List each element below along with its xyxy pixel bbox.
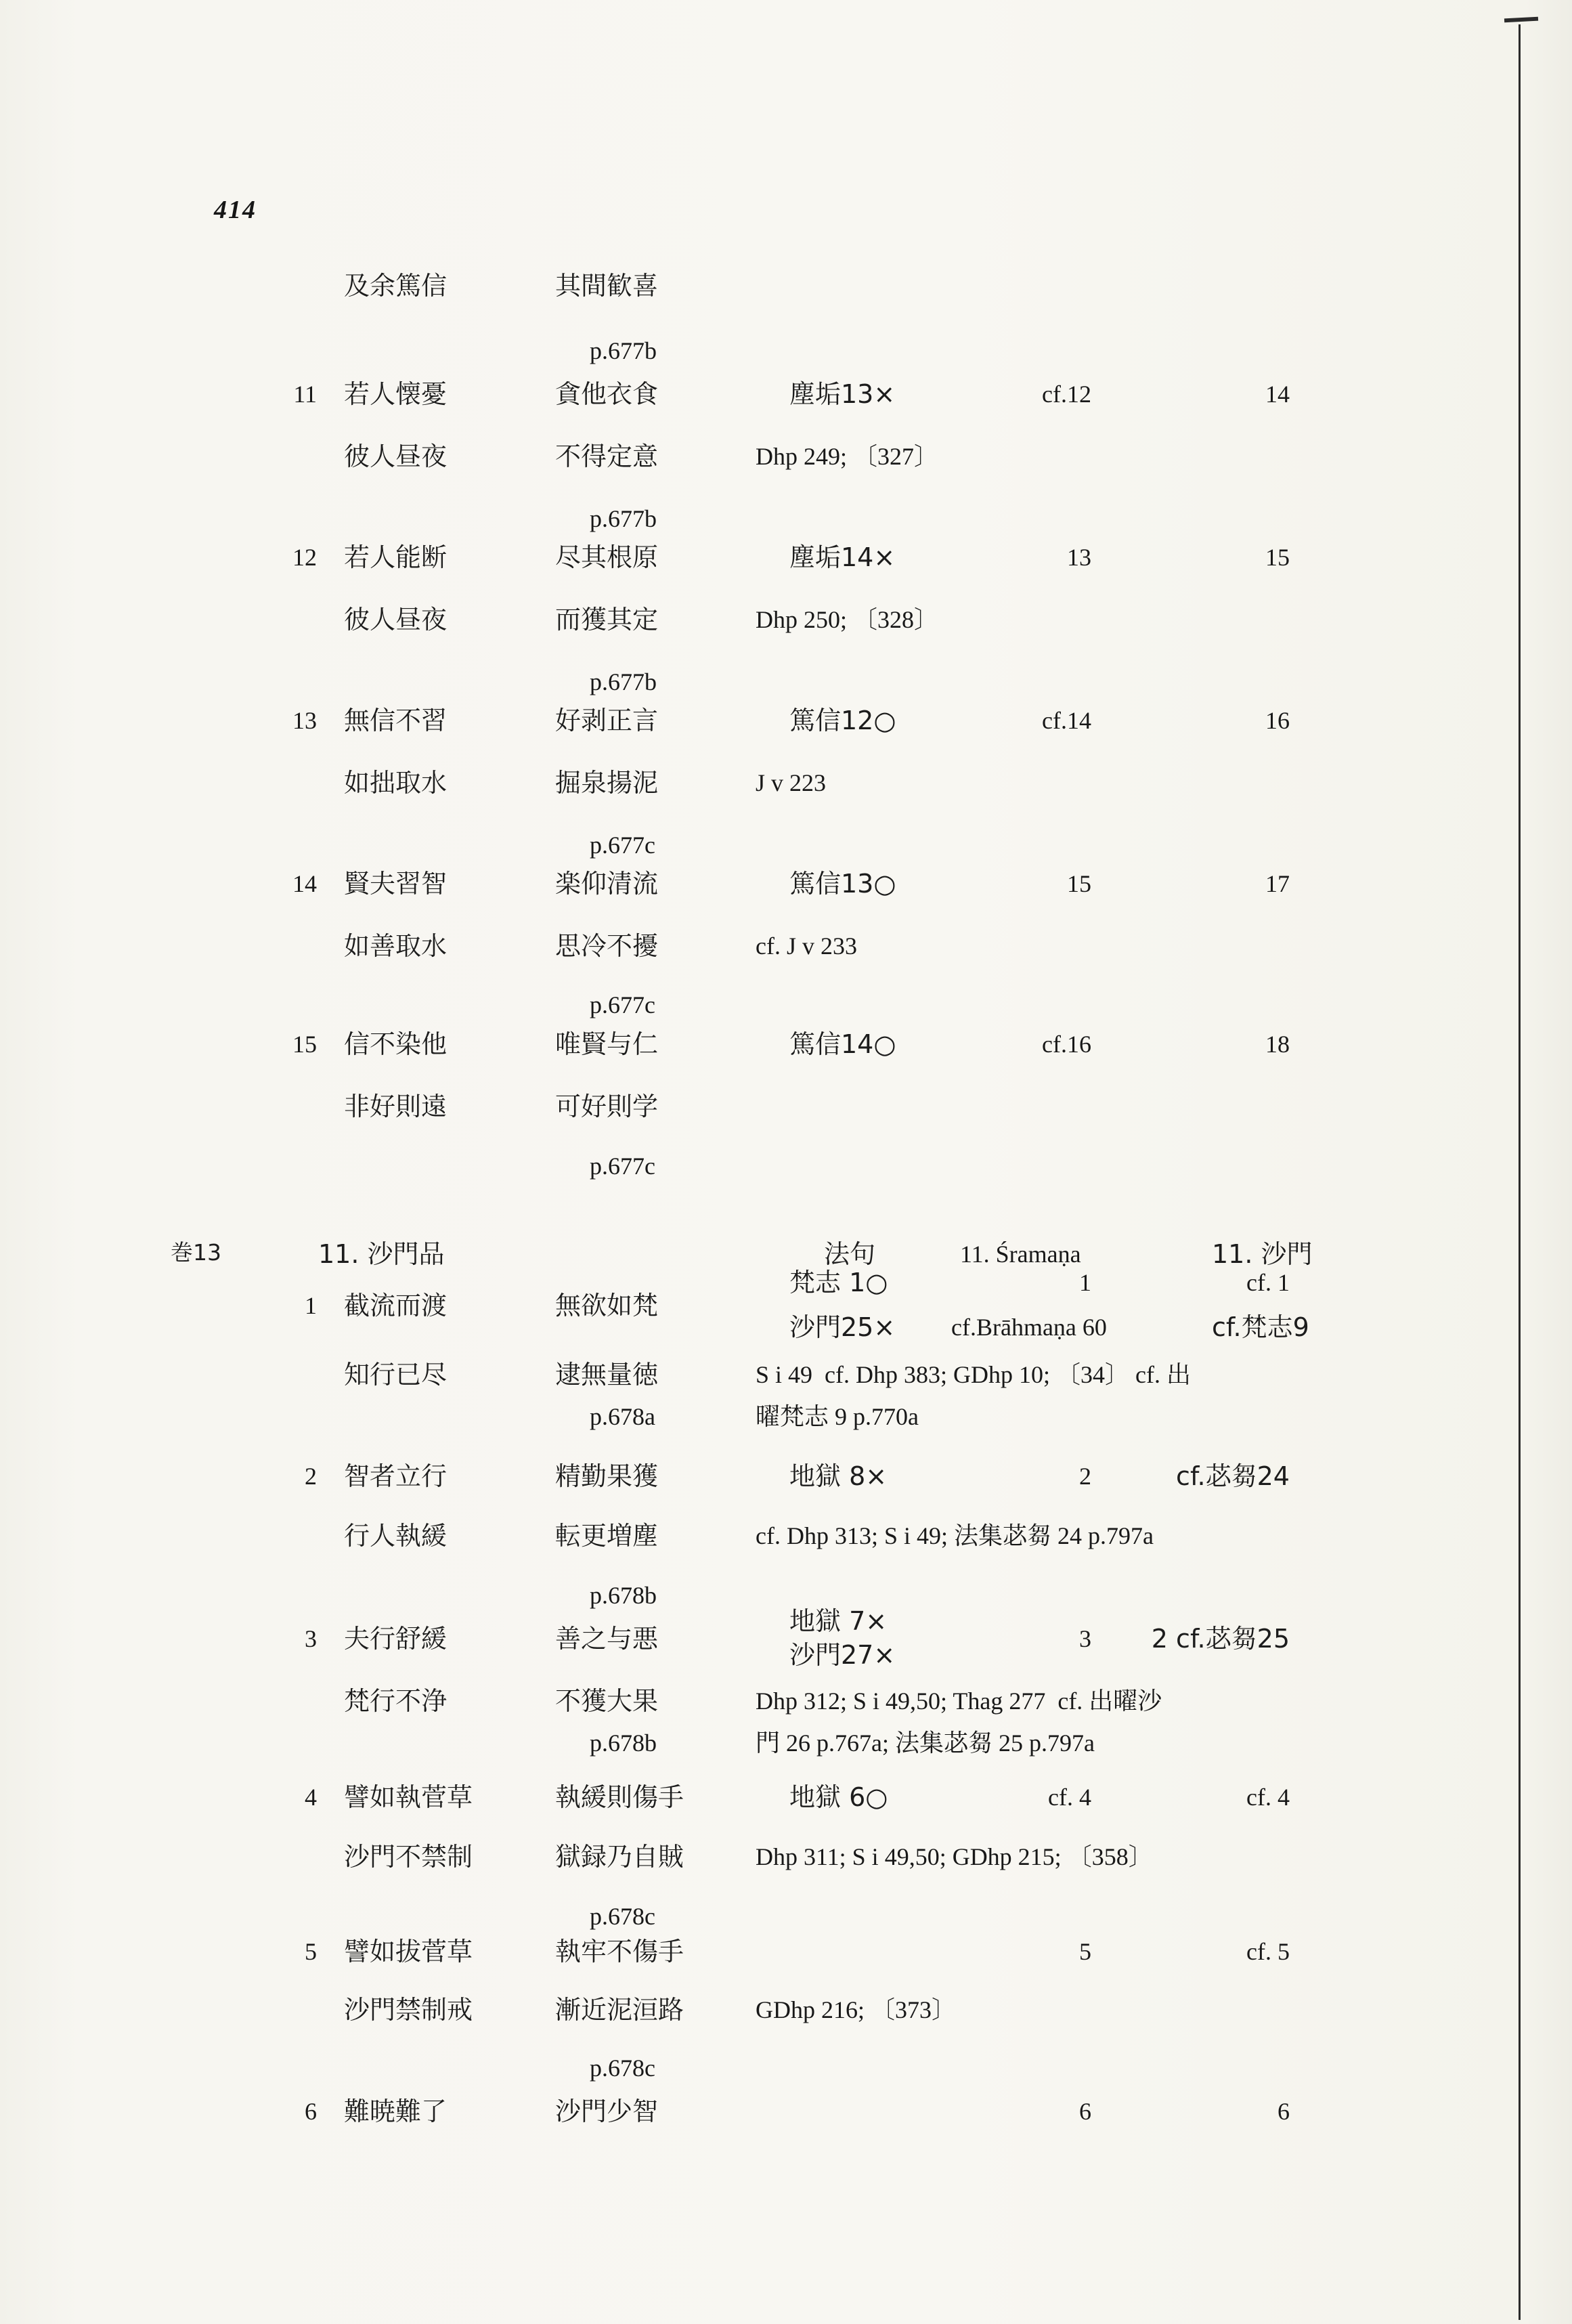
- cross-ref: 1: [1079, 1269, 1091, 1296]
- pali-ref: Dhp 311; S i 49,50; GDhp 215; 〔358〕: [756, 1843, 1153, 1870]
- verse-line: [0, 542, 1572, 578]
- ref-label: 地獄 7×: [789, 1606, 888, 1636]
- verse-text: 沙門少智: [555, 2096, 659, 2126]
- verse-text: 若人懐憂: [344, 379, 447, 409]
- verse-text: 漸近泥洹路: [555, 1995, 684, 2025]
- verse-text: 譬如執菅草: [344, 1782, 473, 1812]
- pali-ref: Dhp 312; S i 49,50; Thag 277 cf. 出曜沙: [756, 1687, 1162, 1715]
- verse-text: 可好則学: [555, 1092, 659, 1121]
- pali-ref: cf. Dhp 313; S i 49; 法集苾芻 24 p.797a: [756, 1522, 1154, 1549]
- verse-text: 知行已尽: [344, 1360, 447, 1390]
- verse-line: [0, 1521, 1572, 1556]
- verse-text: 楽仰清流: [555, 869, 659, 899]
- verse-text: 及余篤信: [344, 271, 447, 301]
- page-ref: p.678b: [590, 1582, 657, 1609]
- verse-text: 逮無量徳: [555, 1360, 659, 1390]
- verse-text: 信不染他: [344, 1029, 447, 1059]
- verse-line: [0, 1029, 1572, 1064]
- ref-label: 沙門25×: [789, 1312, 896, 1342]
- row-number: 4: [305, 1784, 317, 1811]
- verse-text: 掘泉揚泥: [555, 768, 659, 798]
- cross-ref: cf.梵志9: [1212, 1312, 1309, 1342]
- header-source: 法句: [824, 1239, 876, 1269]
- verse-line: [0, 1937, 1572, 1972]
- page-ref-line: [0, 830, 1572, 865]
- verse-text: 転更増塵: [555, 1521, 659, 1551]
- cross-ref: cf.Brāhmaṇa 60: [951, 1314, 1107, 1341]
- header-chapter: 11. 沙門: [1212, 1239, 1313, 1269]
- verse-text: 彼人昼夜: [344, 442, 447, 471]
- verse-text: 沙門不禁制: [344, 1842, 473, 1872]
- cross-ref: 6: [1278, 2098, 1290, 2125]
- page-ref-line: [0, 990, 1572, 1025]
- cross-ref: cf. 5: [1246, 1938, 1290, 1965]
- verse-line: [0, 1360, 1572, 1395]
- verse-text: 無信不習: [344, 706, 447, 735]
- verse-line: [0, 1995, 1572, 2030]
- row-number: 3: [305, 1625, 317, 1652]
- verse-text: 不獲大果: [555, 1686, 659, 1716]
- verse-text: 夫行舒緩: [344, 1624, 447, 1654]
- row-number: 5: [305, 1938, 317, 1965]
- verse-line: [0, 931, 1572, 966]
- ref-label: 塵垢14×: [789, 542, 896, 572]
- page-ref: p.678b: [590, 1729, 657, 1757]
- page-ref-line: [0, 1901, 1572, 1937]
- cross-ref: 13: [1067, 544, 1091, 571]
- verse-text: 沙門禁制戒: [344, 1995, 473, 2025]
- cross-ref: cf. 1: [1246, 1269, 1290, 1296]
- verse-text: 尽其根原: [555, 542, 659, 572]
- row-number: 6: [305, 2098, 317, 2125]
- verse-line: [0, 1461, 1572, 1497]
- verse-text: 賢夫習智: [344, 869, 447, 899]
- pali-ref: S i 49 cf. Dhp 383; GDhp 10; 〔34〕 cf. 出: [756, 1361, 1191, 1388]
- verse-text: 執緩則傷手: [555, 1782, 684, 1812]
- cross-ref: 5: [1079, 1938, 1091, 1965]
- verse-line: [0, 2096, 1572, 2132]
- verse-line: [0, 605, 1572, 640]
- verse-text: 唯賢与仁: [555, 1029, 659, 1059]
- cross-ref: 16: [1265, 707, 1290, 734]
- ref-label: 梵志 1○: [789, 1268, 888, 1297]
- ref-line: [0, 1312, 1572, 1348]
- ref-label: 塵垢13×: [789, 379, 896, 409]
- page-ref-line: [0, 1151, 1572, 1186]
- verse-text: 如善取水: [344, 931, 447, 961]
- cross-ref: 3: [1079, 1625, 1091, 1652]
- cross-ref: cf.16: [1042, 1031, 1091, 1058]
- pali-ref: Dhp 250; 〔328〕: [756, 606, 939, 633]
- ref-label: 地獄 6○: [789, 1782, 888, 1812]
- page-ref-line: [0, 667, 1572, 702]
- verse-text: 如拙取水: [344, 768, 447, 798]
- verse-text: 彼人昼夜: [344, 605, 447, 634]
- verse-text: 非好則遠: [344, 1092, 447, 1121]
- ref-line: [0, 1640, 1572, 1675]
- pali-ref: 門 26 p.767a; 法集苾芻 25 p.797a: [756, 1729, 1095, 1757]
- page-ref: p.677c: [590, 1153, 655, 1180]
- page-ref: p.678c: [590, 1903, 655, 1930]
- verse-line: [0, 1092, 1572, 1127]
- page-number: 414: [214, 196, 257, 224]
- page-ref-line: [0, 336, 1572, 371]
- verse-line: [0, 768, 1572, 803]
- cross-ref: 2: [1079, 1463, 1091, 1490]
- verse-text: 執牢不傷手: [555, 1937, 684, 1966]
- verse-text: 無欲如梵: [555, 1291, 659, 1320]
- page-ref: p.677b: [590, 337, 657, 364]
- page-ref-line: [0, 2053, 1572, 2088]
- section-title: 11. 沙門品: [318, 1239, 445, 1269]
- cross-ref: 17: [1265, 870, 1290, 897]
- ref-label: 地獄 8×: [789, 1461, 888, 1491]
- page-ref: p.677c: [590, 832, 655, 859]
- page-ref: p.678c: [590, 2054, 655, 2082]
- cross-ref: 6: [1079, 2098, 1091, 2125]
- page-ref: p.677c: [590, 991, 655, 1018]
- cross-ref: 14: [1265, 381, 1290, 408]
- cross-ref: cf.12: [1042, 381, 1091, 408]
- pali-ref: GDhp 216; 〔373〕: [756, 1996, 956, 2023]
- verse-text: 思冷不擾: [555, 931, 659, 961]
- page-ref-line: [0, 1728, 1572, 1763]
- cross-ref: cf. 4: [1048, 1784, 1091, 1811]
- row-number: 1: [305, 1292, 317, 1319]
- verse-text: 截流而渡: [344, 1291, 447, 1320]
- ref-label: 篤信14○: [789, 1029, 896, 1059]
- cross-ref: cf.苾芻24: [1176, 1461, 1290, 1491]
- pali-ref: Dhp 249; 〔327〕: [756, 443, 939, 470]
- verse-text: 而獲其定: [555, 605, 659, 634]
- verse-line: [0, 1842, 1572, 1877]
- verse-text: 貪他衣食: [555, 379, 659, 409]
- row-number: 11: [293, 381, 317, 408]
- cross-ref: 15: [1067, 870, 1091, 897]
- row-number: 13: [292, 707, 317, 734]
- verse-text: 不得定意: [555, 442, 659, 471]
- verse-line: [0, 1686, 1572, 1721]
- page-ref: p.677b: [590, 668, 657, 695]
- verse-text: 譬如拔菅草: [344, 1937, 473, 1966]
- verse-line: [0, 869, 1572, 904]
- verse-line: [0, 271, 1572, 306]
- row-number: 2: [305, 1463, 317, 1490]
- cross-ref: cf.14: [1042, 707, 1091, 734]
- ref-label: 篤信13○: [789, 869, 896, 899]
- row-number: 15: [292, 1031, 317, 1058]
- verse-line: [0, 706, 1572, 741]
- pali-ref: cf. J v 233: [756, 932, 857, 960]
- verse-text: 好剥正言: [555, 706, 659, 735]
- verse-text: 梵行不浄: [344, 1686, 447, 1716]
- page-ref: p.677b: [590, 505, 657, 532]
- section-volume: 巻13: [171, 1239, 221, 1266]
- row-number: 12: [292, 544, 317, 571]
- pali-ref: 曜梵志 9 p.770a: [756, 1403, 919, 1430]
- verse-text: 善之与悪: [555, 1624, 659, 1654]
- verse-text: 其間歓喜: [555, 271, 659, 301]
- ref-label: 篤信12○: [789, 706, 896, 735]
- verse-text: 難暁難了: [344, 2096, 447, 2126]
- cross-ref: 15: [1265, 544, 1290, 571]
- corner-mark: [1504, 17, 1538, 23]
- page-ref-line: [0, 1402, 1572, 1437]
- verse-text: 獄録乃自賊: [555, 1842, 684, 1872]
- verse-text: 若人能断: [344, 542, 447, 572]
- pali-ref: J v 223: [756, 769, 827, 796]
- cross-ref: 2 cf.苾芻25: [1151, 1624, 1290, 1654]
- verse-text: 智者立行: [344, 1461, 447, 1491]
- verse-line: [0, 442, 1572, 477]
- cross-ref: cf. 4: [1246, 1784, 1290, 1811]
- page-ref: p.678a: [590, 1403, 655, 1430]
- verse-line: [0, 1782, 1572, 1817]
- page-ref-line: [0, 504, 1572, 539]
- row-number: 14: [292, 870, 317, 897]
- verse-text: 行人執緩: [344, 1521, 447, 1551]
- cross-ref: 18: [1265, 1031, 1290, 1058]
- header-pali-title: 11. Śramaṇa: [960, 1241, 1081, 1268]
- ref-label: 沙門27×: [789, 1640, 896, 1670]
- verse-text: 精勤果獲: [555, 1461, 659, 1491]
- verse-line: [0, 379, 1572, 414]
